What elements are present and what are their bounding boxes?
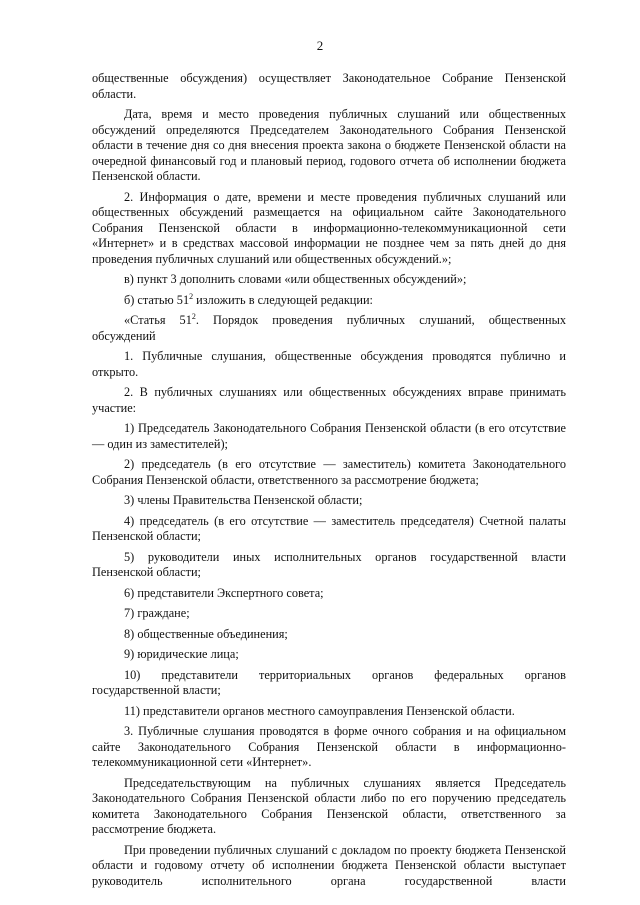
article-heading-after: . Порядок проведения публичных слушаний, общественных обсуждений xyxy=(92,313,566,343)
paragraph-item-2: 2. В публичных слушаниях или общественных обсуждениях вправе принимать участие: xyxy=(92,385,566,415)
document-body xyxy=(92,71,566,894)
list-item-1: 1) Председатель Законодательного Собрания Пензенской области (в его отсутствие — один из заместителей); xyxy=(92,421,566,451)
paragraph-date-time-place: Дата, время и место проведения публичных слушаний или общественных обсуждений определяются Председателем Законодательного Собрания Пензенской области в течение дня со дня внесения проекта закона о бюджете Пензенской области на очередной финансовый год и плановый период, годового отчета об исполнении бюджета Пензенской области. xyxy=(92,107,566,183)
amendment-b-superscript: 2 xyxy=(189,291,194,301)
list-item-9: 9) юридические лица; xyxy=(124,647,239,661)
list-item-4: 4) председатель (в его отсутствие — заместитель председателя) Счетной палаты Пензенской области; xyxy=(92,513,566,543)
list-item-7: 7) граждане; xyxy=(124,606,190,620)
article-heading-before: «Статья 51 xyxy=(124,313,192,327)
article-heading-superscript: 2 xyxy=(191,311,196,321)
article-heading xyxy=(92,313,566,344)
list-item-3: 3) члены Правительства Пензенской области; xyxy=(124,493,363,507)
paragraph-item-3: 3. Публичные слушания проводятся в форме очного собрания и на официальном сайте Законодательного Собрания Пензенской области в информационно-телекоммуникационной сети «Интернет». xyxy=(92,724,566,769)
paragraph-information-item-2: 2. Информация о дате, времени и месте проведения публичных слушаний или общественных обсуждений размещается на официальном сайте Законодательного Собрания Пензенской области в информационно-телекоммуникационной сети «Интернет» и в средствах массовой информации не позднее чем за пять дней до дня проведения публичных слушаний или общественных обсуждений.»; xyxy=(92,189,566,266)
paragraph-report-speaker: При проведении публичных слушаний с докладом по проекту бюджета Пензенской области и годовому отчету об исполнении бюджета Пензенской области выступает руководитель исполнительного органа государственной власти xyxy=(92,842,566,888)
list-item-11: 11) представители органов местного самоуправления Пензенской области. xyxy=(124,703,515,718)
list-item-2: 2) председатель (в его отсутствие — заместитель) комитета Законодательного Собрания Пензенской области, ответственного за рассмотрение бюджета; xyxy=(92,457,566,487)
page-number: 2 xyxy=(316,38,324,53)
list-item-10: 10) представители территориальных органов федеральных органов государственной власти; xyxy=(92,667,566,697)
list-item-6: 6) представители Экспертного совета; xyxy=(124,585,324,600)
list-item-8: 8) общественные объединения; xyxy=(124,626,288,641)
amendment-b-text-after: изложить в следующей редакции: xyxy=(193,292,373,307)
list-item-5: 5) руководители иных исполнительных органов государственной власти Пензенской области; xyxy=(92,549,566,579)
paragraph-continuation: общественные обсуждения) осуществляет Законодательное Собрание Пензенской области. xyxy=(92,71,566,101)
amendment-b-text-before: б) статью 51 xyxy=(124,292,190,307)
paragraph-amendment-v: в) пункт 3 дополнить словами «или общественных обсуждений»; xyxy=(124,272,467,286)
paragraph-amendment-b xyxy=(92,293,566,309)
paragraph-item-1: 1. Публичные слушания, общественные обсуждения проводятся публично и открыто. xyxy=(92,349,566,379)
paragraph-chairperson: Председательствующим на публичных слушаниях является Председатель Законодательного Собрания Пензенской области либо по его поручению председатель комитета Законодательного Собрания Пензенской области, ответственного за рассмотрение бюджета. xyxy=(92,775,566,836)
